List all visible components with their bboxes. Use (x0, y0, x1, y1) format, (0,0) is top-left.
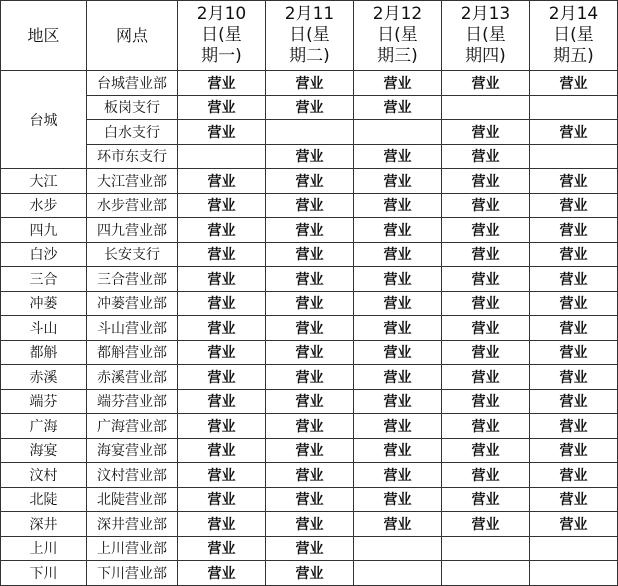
status-cell-open: 营业 (178, 242, 266, 267)
status-cell-open: 营业 (266, 340, 354, 365)
status-cell-open: 营业 (178, 267, 266, 292)
branch-cell: 汶村营业部 (87, 463, 178, 488)
status-cell-open: 营业 (354, 487, 442, 512)
status-cell-open: 营业 (266, 487, 354, 512)
date-column-header (354, 1, 442, 71)
date-header-text: 2月12日(星期三) (372, 4, 423, 66)
status-cell-open: 营业 (530, 193, 618, 218)
region-cell: 台城 (1, 71, 87, 169)
branch-cell: 下川营业部 (87, 561, 178, 586)
status-cell-open: 营业 (442, 389, 530, 414)
table-row (1, 242, 618, 267)
status-cell-open: 营业 (178, 438, 266, 463)
status-cell-open: 营业 (354, 512, 442, 537)
status-cell-open: 营业 (354, 389, 442, 414)
region-cell: 海宴 (1, 438, 87, 463)
status-cell-open: 营业 (442, 316, 530, 341)
status-cell-open: 营业 (266, 561, 354, 586)
status-cell-open: 营业 (354, 463, 442, 488)
status-cell-open: 营业 (442, 291, 530, 316)
region-cell: 深井 (1, 512, 87, 537)
region-cell: 赤溪 (1, 365, 87, 390)
status-cell-open: 营业 (178, 414, 266, 439)
table-row (1, 389, 618, 414)
status-cell-open: 营业 (266, 144, 354, 169)
status-cell-open: 营业 (530, 365, 618, 390)
status-cell-open: 营业 (530, 169, 618, 194)
table-body (1, 71, 618, 586)
branch-cell: 斗山营业部 (87, 316, 178, 341)
region-cell: 斗山 (1, 316, 87, 341)
status-cell-empty (530, 536, 618, 561)
branch-cell: 冲蒌营业部 (87, 291, 178, 316)
branch-cell: 端芬营业部 (87, 389, 178, 414)
status-cell-open: 营业 (354, 169, 442, 194)
status-cell-open: 营业 (178, 561, 266, 586)
date-column-header (178, 1, 266, 71)
status-cell-open: 营业 (530, 71, 618, 96)
status-cell-open: 营业 (266, 169, 354, 194)
status-cell-empty (442, 561, 530, 586)
region-cell: 大江 (1, 169, 87, 194)
status-cell-open: 营业 (266, 512, 354, 537)
status-cell-empty (354, 561, 442, 586)
branch-cell: 环市东支行 (87, 144, 178, 169)
status-cell-open: 营业 (178, 340, 266, 365)
status-cell-open: 营业 (354, 340, 442, 365)
date-column-header (442, 1, 530, 71)
status-cell-open: 营业 (442, 71, 530, 96)
region-cell: 三合 (1, 267, 87, 292)
status-cell-open: 营业 (178, 463, 266, 488)
status-cell-open: 营业 (266, 536, 354, 561)
region-column-header: 地区 (1, 1, 87, 71)
table-row (1, 487, 618, 512)
status-cell-open: 营业 (354, 242, 442, 267)
status-cell-open: 营业 (178, 71, 266, 96)
table-row (1, 291, 618, 316)
status-cell-open: 营业 (530, 414, 618, 439)
status-cell-empty (178, 144, 266, 169)
branch-cell: 海宴营业部 (87, 438, 178, 463)
branch-cell: 广海营业部 (87, 414, 178, 439)
status-cell-open: 营业 (530, 267, 618, 292)
status-cell-open: 营业 (178, 512, 266, 537)
status-cell-open: 营业 (442, 340, 530, 365)
status-cell-open: 营业 (266, 218, 354, 243)
status-cell-empty (442, 536, 530, 561)
status-cell-open: 营业 (530, 120, 618, 145)
status-cell-open: 营业 (178, 120, 266, 145)
header-row (1, 1, 618, 71)
status-cell-open: 营业 (442, 438, 530, 463)
table-row (1, 218, 618, 243)
status-cell-open: 营业 (530, 438, 618, 463)
status-cell-open: 营业 (178, 536, 266, 561)
date-column-header (530, 1, 618, 71)
status-cell-open: 营业 (178, 487, 266, 512)
status-cell-empty (442, 95, 530, 120)
status-cell-open: 营业 (354, 414, 442, 439)
table-row (1, 316, 618, 341)
status-cell-open: 营业 (530, 389, 618, 414)
status-cell-open: 营业 (354, 218, 442, 243)
branch-column-header: 网点 (87, 1, 178, 71)
table-row (1, 340, 618, 365)
status-cell-empty (530, 144, 618, 169)
status-cell-open: 营业 (442, 414, 530, 439)
status-cell-open: 营业 (442, 144, 530, 169)
status-cell-open: 营业 (266, 267, 354, 292)
status-cell-open: 营业 (530, 463, 618, 488)
status-cell-open: 营业 (178, 169, 266, 194)
table-row (1, 193, 618, 218)
table-row (1, 95, 618, 120)
table-row (1, 169, 618, 194)
table-row (1, 463, 618, 488)
status-cell-open: 营业 (354, 144, 442, 169)
table-row (1, 71, 618, 96)
status-cell-empty (530, 95, 618, 120)
status-cell-empty (354, 536, 442, 561)
branch-cell: 四九营业部 (87, 218, 178, 243)
status-cell-open: 营业 (530, 316, 618, 341)
status-cell-open: 营业 (178, 389, 266, 414)
region-cell: 上川 (1, 536, 87, 561)
table-row (1, 365, 618, 390)
branch-cell: 长安支行 (87, 242, 178, 267)
status-cell-open: 营业 (442, 242, 530, 267)
status-cell-open: 营业 (442, 487, 530, 512)
status-cell-open: 营业 (354, 71, 442, 96)
branch-cell: 白水支行 (87, 120, 178, 145)
branch-cell: 板岗支行 (87, 95, 178, 120)
status-cell-open: 营业 (266, 291, 354, 316)
branch-cell: 北陡营业部 (87, 487, 178, 512)
table-row (1, 512, 618, 537)
status-cell-open: 营业 (266, 71, 354, 96)
branch-cell: 水步营业部 (87, 193, 178, 218)
status-cell-empty (354, 120, 442, 145)
region-cell: 广海 (1, 414, 87, 439)
region-cell: 都斛 (1, 340, 87, 365)
status-cell-open: 营业 (530, 340, 618, 365)
status-cell-open: 营业 (530, 512, 618, 537)
status-cell-open: 营业 (266, 463, 354, 488)
status-cell-open: 营业 (354, 193, 442, 218)
region-cell: 端芬 (1, 389, 87, 414)
status-cell-open: 营业 (178, 218, 266, 243)
status-cell-open: 营业 (354, 267, 442, 292)
status-cell-open: 营业 (354, 438, 442, 463)
status-cell-open: 营业 (178, 193, 266, 218)
table-row (1, 414, 618, 439)
status-cell-open: 营业 (442, 512, 530, 537)
status-cell-open: 营业 (266, 95, 354, 120)
region-cell: 下川 (1, 561, 87, 586)
branch-cell: 台城营业部 (87, 71, 178, 96)
status-cell-open: 营业 (178, 95, 266, 120)
status-cell-open: 营业 (266, 438, 354, 463)
status-cell-open: 营业 (354, 291, 442, 316)
status-cell-open: 营业 (442, 120, 530, 145)
status-cell-open: 营业 (530, 242, 618, 267)
date-header-text: 2月14日(星期五) (548, 4, 599, 66)
date-header-text: 2月10日(星期一) (196, 4, 247, 66)
status-cell-open: 营业 (266, 365, 354, 390)
status-cell-open: 营业 (266, 414, 354, 439)
status-cell-open: 营业 (354, 365, 442, 390)
branch-cell: 三合营业部 (87, 267, 178, 292)
status-cell-open: 营业 (178, 365, 266, 390)
branch-cell: 上川营业部 (87, 536, 178, 561)
branch-cell: 赤溪营业部 (87, 365, 178, 390)
status-cell-open: 营业 (530, 487, 618, 512)
branch-cell: 大江营业部 (87, 169, 178, 194)
table-row (1, 561, 618, 586)
table-row (1, 438, 618, 463)
table-row (1, 120, 618, 145)
status-cell-open: 营业 (354, 95, 442, 120)
region-cell: 冲蒌 (1, 291, 87, 316)
region-cell: 北陡 (1, 487, 87, 512)
region-cell: 四九 (1, 218, 87, 243)
status-cell-open: 营业 (442, 267, 530, 292)
status-cell-empty (530, 561, 618, 586)
status-cell-empty (266, 120, 354, 145)
status-cell-open: 营业 (442, 463, 530, 488)
branch-cell: 都斛营业部 (87, 340, 178, 365)
date-column-header (266, 1, 354, 71)
status-cell-open: 营业 (266, 389, 354, 414)
status-cell-open: 营业 (442, 193, 530, 218)
status-cell-open: 营业 (354, 316, 442, 341)
status-cell-open: 营业 (178, 291, 266, 316)
region-cell: 白沙 (1, 242, 87, 267)
table-row (1, 144, 618, 169)
region-cell: 汶村 (1, 463, 87, 488)
status-cell-open: 营业 (266, 242, 354, 267)
status-cell-open: 营业 (442, 169, 530, 194)
status-cell-open: 营业 (442, 218, 530, 243)
status-cell-open: 营业 (266, 316, 354, 341)
status-cell-open: 营业 (178, 316, 266, 341)
table-row (1, 536, 618, 561)
table-row (1, 267, 618, 292)
status-cell-open: 营业 (266, 193, 354, 218)
status-cell-open: 营业 (530, 291, 618, 316)
status-cell-open: 营业 (530, 218, 618, 243)
date-header-text: 2月13日(星期四) (460, 4, 511, 66)
region-cell: 水步 (1, 193, 87, 218)
date-header-text: 2月11日(星期二) (284, 4, 335, 66)
branch-cell: 深井营业部 (87, 512, 178, 537)
status-cell-open: 营业 (442, 365, 530, 390)
